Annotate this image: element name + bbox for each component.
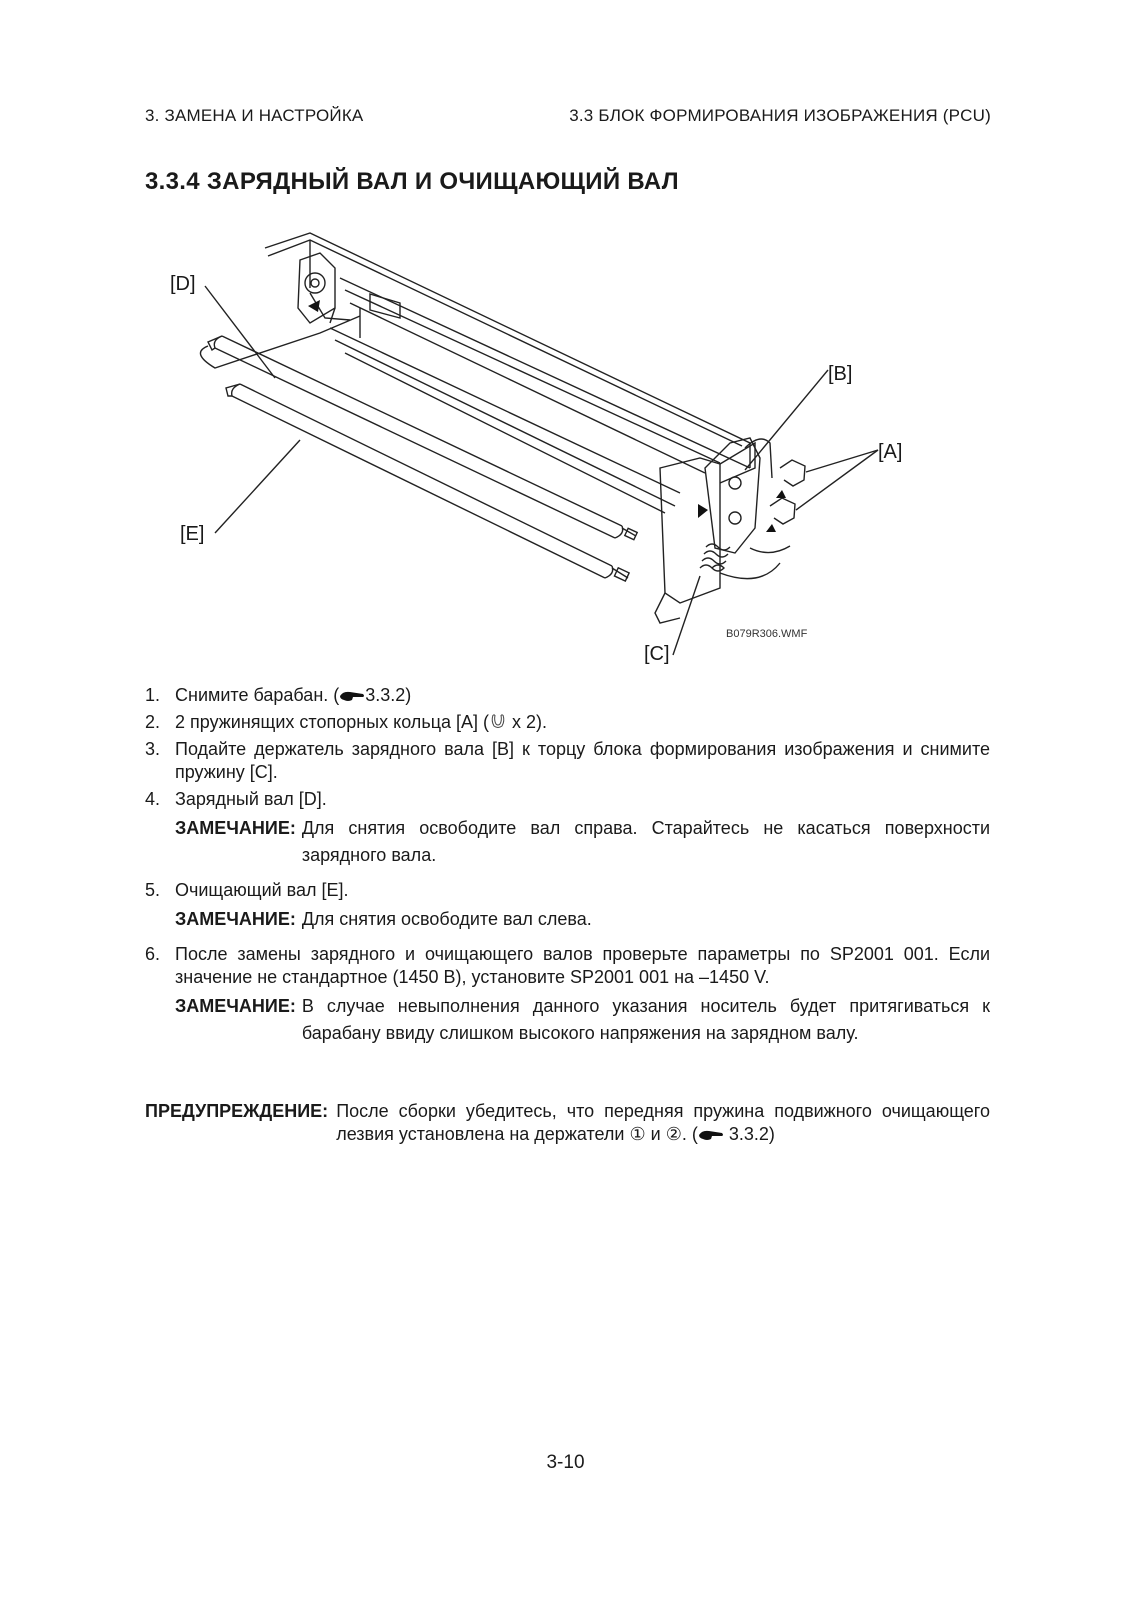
step-2: 2. 2 пружинящих стопорных кольца [A] ( x 2). xyxy=(145,712,548,732)
cleaning-roller xyxy=(226,384,629,581)
leader-a2 xyxy=(796,450,878,510)
warning-block xyxy=(145,1100,990,1146)
circled-number-1: ① xyxy=(629,1124,646,1144)
callout-c: [C] xyxy=(644,643,670,665)
pointing-hand-icon xyxy=(698,1128,724,1142)
step-text: Очищающий вал [E]. xyxy=(175,880,349,900)
step-number: 6. xyxy=(145,944,161,964)
note-text: Для снятия освободите вал справа. Старайтесь не касаться поверхности зарядного вала. xyxy=(301,818,990,865)
note-text: В случае невыполнения данного указания носитель будет притягиваться к барабану ввиду слишком высокого напряжения на зарядном валу. xyxy=(301,996,990,1043)
circled-number-2: ② xyxy=(665,1124,682,1144)
charge-roller-illustration xyxy=(160,228,960,673)
warning-label: ПРЕДУПРЕЖДЕНИЕ: xyxy=(145,1101,329,1121)
callout-d: [D] xyxy=(170,273,196,295)
running-header-left: 3. ЗАМЕНА И НАСТРОЙКА xyxy=(145,106,364,125)
procedure-steps xyxy=(145,684,990,1057)
pcu-frame xyxy=(265,233,755,623)
step-number: 2. xyxy=(145,712,161,732)
pointing-hand-icon xyxy=(339,689,365,703)
step-number: 3. xyxy=(145,739,161,759)
step-number: 5. xyxy=(145,880,161,900)
warning-text: После сборки убедитесь, что передняя пружина подвижного очищающего лезвия установлена на держатели ① и ②. ( 3.3.2) xyxy=(336,1101,990,1144)
step-text: Зарядный вал [D]. xyxy=(175,789,327,809)
note-label: ЗАМЕЧАНИЕ: xyxy=(175,996,296,1016)
snap-rings xyxy=(770,460,805,524)
step-4 xyxy=(145,788,990,811)
guide-wire xyxy=(200,316,360,368)
callout-e: [E] xyxy=(180,523,205,545)
leader-d xyxy=(205,286,275,378)
figure-file-id: B079R306.WMF xyxy=(726,628,808,640)
callout-a: [A] xyxy=(878,441,903,463)
running-header-right: 3.3 БЛОК ФОРМИРОВАНИЯ ИЗОБРАЖЕНИЯ (PCU) xyxy=(569,106,991,125)
leader-c xyxy=(673,576,700,655)
left-holder xyxy=(298,253,350,323)
charge-roller xyxy=(208,336,637,540)
note-step-6 xyxy=(175,995,990,1047)
step-number: 1. xyxy=(145,685,161,705)
step-text: Подайте держатель зарядного вала [B] к торцу блока формирования изображения и снимите пружину [C]. xyxy=(175,739,990,782)
right-holder xyxy=(705,438,790,579)
step-number: 4. xyxy=(145,789,161,809)
page-number: 3-10 xyxy=(546,1452,585,1473)
callout-b: [B] xyxy=(828,363,853,385)
step-text: После замены зарядного и очищающего валов проверьте параметры по SP2001 001. Если значение не стандартное (1450 В), установите SP2001 001 на –1450 V. xyxy=(175,944,990,987)
note-text: Для снятия освободите вал слева. xyxy=(301,909,592,929)
leader-b xyxy=(745,370,828,470)
section-title: 3.3.4 ЗАРЯДНЫЙ ВАЛ И ОЧИЩАЮЩИЙ ВАЛ xyxy=(145,168,679,195)
leader-e xyxy=(215,440,300,533)
direction-arrows xyxy=(308,300,786,532)
note-label: ЗАМЕЧАНИЕ: xyxy=(175,909,296,929)
reference-link[interactable]: 3.3.2 xyxy=(723,1124,769,1144)
note-label: ЗАМЕЧАНИЕ: xyxy=(175,818,296,838)
step-6 xyxy=(145,943,990,989)
snap-ring-icon xyxy=(489,712,507,730)
note-step-5 xyxy=(175,908,990,933)
step-3 xyxy=(145,738,990,784)
reference-link[interactable]: 3.3.2 xyxy=(365,685,406,705)
step-5 xyxy=(145,879,990,902)
step-1: 1. Снимите барабан. ( 3.3.2) xyxy=(145,685,412,705)
note-step-4 xyxy=(175,817,990,869)
leader-a1 xyxy=(806,450,878,472)
